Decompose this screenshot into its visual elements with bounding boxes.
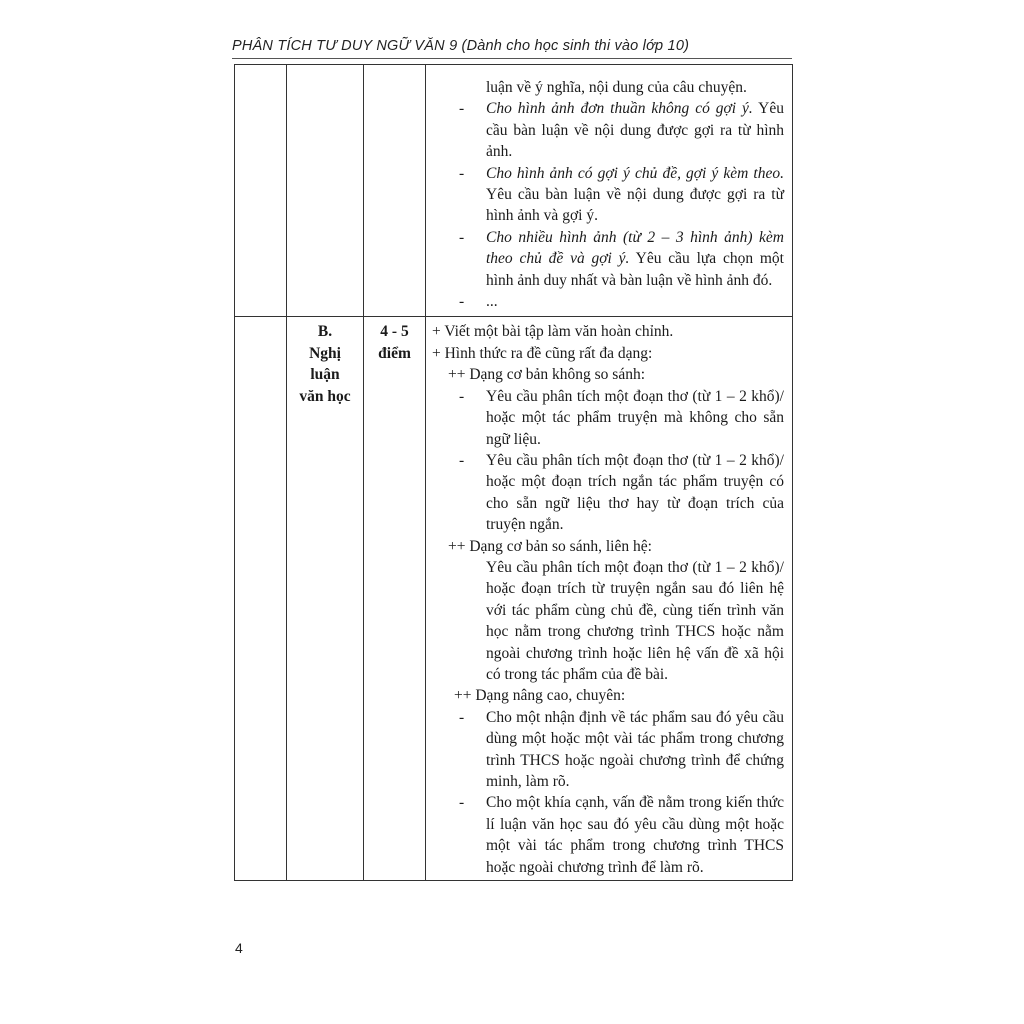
points-unit: điểm — [378, 344, 411, 362]
list-item: - Cho một khía cạnh, vấn đề nằm trong kiến thức lí luận văn học sau đó yêu cầu dùng một hoặc một vài tác phẩm trong chương trình THCS hoặc ngoài chương trình để làm rõ. — [459, 794, 784, 876]
cell-empty — [235, 317, 287, 881]
category-name: Nghị — [309, 344, 341, 362]
intro-line: + Hình thức ra đề cũng rất đa dạng: — [432, 344, 653, 362]
running-header: PHÂN TÍCH TƯ DUY NGỮ VĂN 9 (Dành cho học sinh thi vào lớp 10) — [232, 38, 690, 54]
group-text: Yêu cầu phân tích một đoạn thơ (từ 1 – 2 khổ)/ hoặc đoạn trích từ truyện ngắn sau đó liên hệ với tác phẩm cùng chủ đề, cùng tiến trình văn học nằm trong chương trình THCS hoặc nằm ngoài chương trình hoặc liên hệ vấn đề xã hội có trong tác phẩm của đề bài. — [486, 558, 784, 683]
category-name: luận — [310, 366, 340, 384]
cell-empty — [364, 65, 426, 317]
category-letter: B. — [317, 323, 333, 341]
group-title: ++ Dạng nâng cao, chuyên: — [454, 687, 626, 705]
cell-points — [364, 317, 426, 881]
page-number: 4 — [235, 940, 243, 956]
list-item: - ... — [459, 293, 498, 311]
cell-description — [426, 65, 793, 317]
header-rule — [232, 58, 792, 59]
cell-description — [426, 317, 793, 881]
list-item: - Cho nhiều hình ảnh (từ 2 – 3 hình ảnh) kèm theo chủ đề và gợi ý. Yêu cầu lựa chọn một hình ảnh duy nhất và bàn luận về hình ảnh đó. — [459, 228, 784, 289]
list-item: - Cho hình ảnh đơn thuần không có gợi ý. Yêu cầu bàn luận về nội dung được gợi ra từ hình ảnh. — [459, 100, 784, 161]
intro-line: + Viết một bài tập làm văn hoàn chỉnh. — [432, 323, 674, 341]
list-item: - Yêu cầu phân tích một đoạn thơ (từ 1 – 2 khổ)/ hoặc một đoạn trích ngắn tác phẩm truyện có cho sẵn ngữ liệu thơ hay từ đoạn trích của truyện ngắn. — [459, 451, 784, 534]
list-item: - Cho hình ảnh có gợi ý chủ đề, gợi ý kèm theo. Yêu cầu bàn luận về nội dung được gợi ra từ hình ảnh và gợi ý. — [459, 164, 784, 225]
cell-empty — [235, 65, 287, 317]
list-item: - Yêu cầu phân tích một đoạn thơ (từ 1 – 2 khổ)/ hoặc một tác phẩm truyện mà không cho sẵn ngữ liệu. — [459, 387, 784, 448]
content-table — [234, 64, 793, 881]
group-title: ++ Dạng cơ bản so sánh, liên hệ: — [448, 537, 652, 555]
list-item: - Cho một nhận định về tác phẩm sau đó yêu cầu dùng một hoặc một vài tác phẩm trong chương trình THCS hoặc ngoài chương trình để chứng minh, làm rõ. — [459, 708, 784, 790]
table-row-a — [235, 65, 793, 317]
cell-empty — [287, 65, 364, 317]
group-title: ++ Dạng cơ bản không so sánh: — [448, 366, 646, 384]
table-row-b — [235, 317, 793, 881]
continued-line: luận về ý nghĩa, nội dung của câu chuyện. — [486, 79, 747, 96]
category-name: văn học — [299, 387, 351, 405]
points-range: 4 - 5 — [380, 323, 409, 341]
cell-category — [287, 317, 364, 881]
